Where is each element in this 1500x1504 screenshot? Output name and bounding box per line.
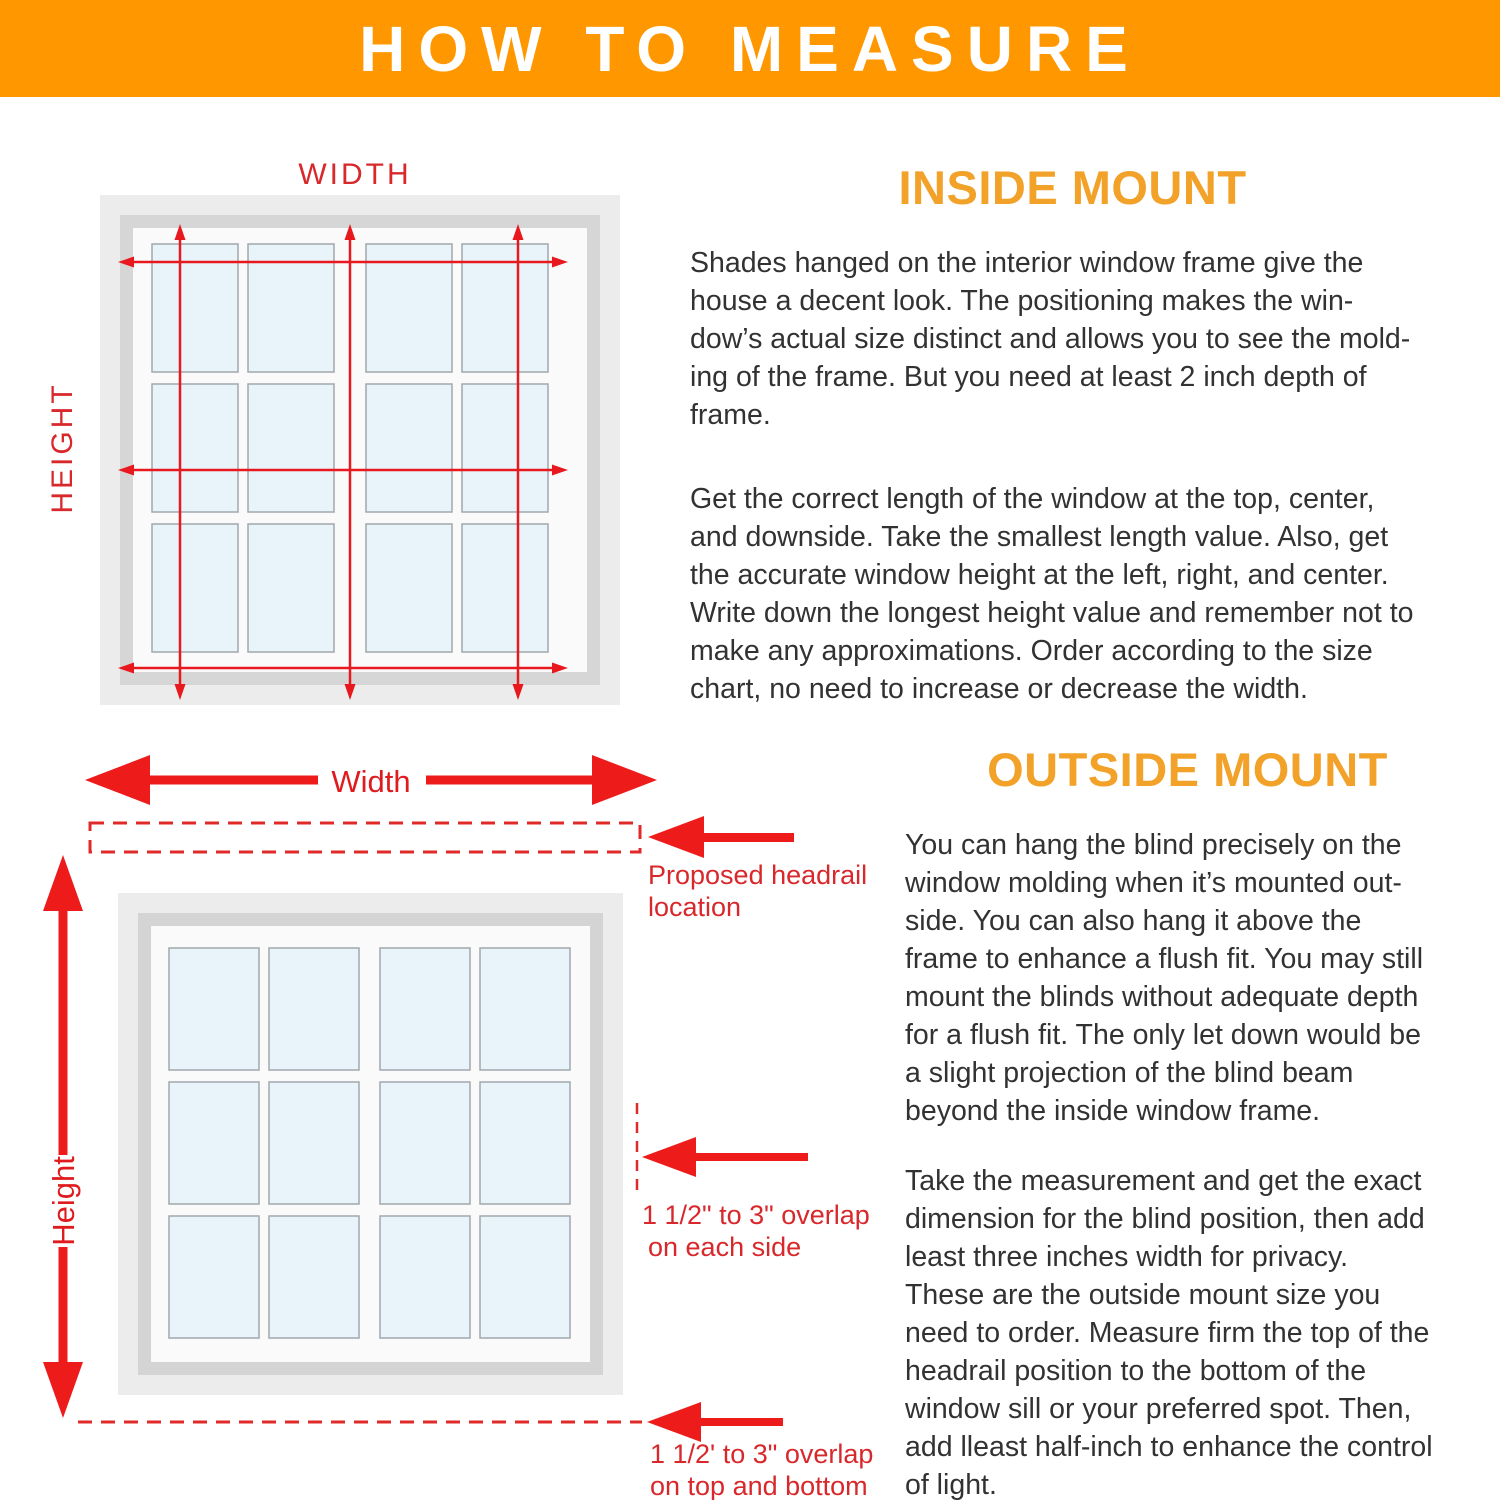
bottom-overlap-label-line2: on top and bottom <box>650 1471 868 1500</box>
height-dimension-label: HEIGHT <box>46 382 79 514</box>
inside-mount-heading: INSIDE MOUNT <box>898 161 1247 214</box>
height-arrow <box>43 855 83 1418</box>
height-dimension-label: Height <box>46 1156 81 1246</box>
page-title: HOW TO MEASURE <box>359 12 1141 85</box>
headrail-dashed-box <box>90 823 640 852</box>
side-overlap-label-line1: 1 1/2" to 3" overlap <box>642 1200 870 1230</box>
page-banner <box>0 0 1500 97</box>
inside-mount-paragraph-2: Get the correct length of the window at the top, center, and downside. Take the smallest length value. Also, get the accurate window height at the left, right, and center. Write down the longest height value and remember not to make any approximations. Order according to the size chart, no need to increase or decrease the width. <box>690 483 1414 705</box>
inside-mount-diagram <box>30 130 680 725</box>
side-overlap-arrow <box>642 1137 808 1177</box>
bottom-overlap-arrow <box>647 1402 783 1442</box>
window-illustration-bottom <box>118 893 623 1395</box>
bottom-overlap-label-line1: 1 1/2' to 3" overlap <box>650 1439 874 1469</box>
headrail-label-line2: location <box>648 892 742 922</box>
headrail-arrow <box>648 816 794 858</box>
outside-mount-heading: OUTSIDE MOUNT <box>987 743 1388 796</box>
inside-mount-paragraph-1: Shades hanged on the interior window frame give the house a decent look. The positioning makes the win- dow’s actual size distinct and allows you to see the mold- ing of the frame. But you need at least 2 inch depth of frame. <box>690 247 1411 431</box>
window-illustration-top <box>100 195 620 705</box>
outside-mount-diagram <box>30 735 890 1500</box>
inside-mount-section <box>690 160 1455 708</box>
width-dimension-label: WIDTH <box>298 158 412 191</box>
width-dimension-label: Width <box>331 764 411 799</box>
width-arrow <box>85 755 657 805</box>
headrail-label-line1: Proposed headrail <box>648 860 868 890</box>
outside-mount-paragraph-1: You can hang the blind precisely on the window molding when it’s mounted out- side. You can also hang it above the frame to enhance a flush fit. You may still mount the blinds without adequate depth for a flush fit. The only let down would be a slight projection of the blind beam beyond the inside window frame. <box>905 829 1424 1127</box>
side-overlap-label-line2: on each side <box>648 1232 802 1262</box>
outside-mount-paragraph-2: Take the measurement and get the exact dimension for the blind position, then add least three inches width for privacy. These are the outside mount size you need to order. Measure firm the top of the headrail position to the bottom of the window sill or your preferred spot. Then, add lleast half-inch to enhance the control of light. <box>905 1165 1433 1501</box>
outside-mount-section <box>905 742 1470 1504</box>
